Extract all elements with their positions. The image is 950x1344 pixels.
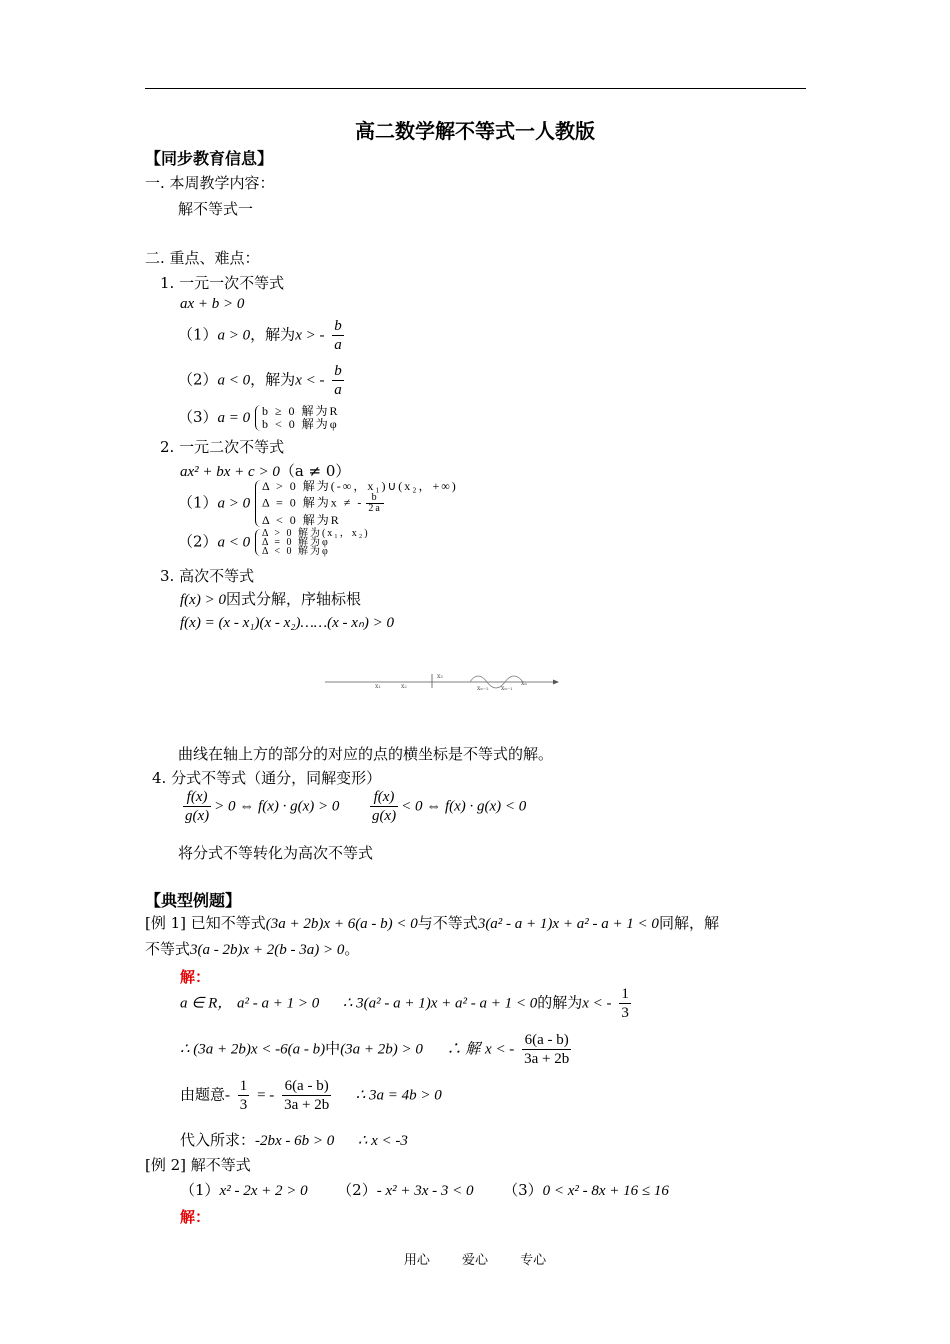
case-condition: a = 0	[217, 410, 251, 426]
brace-line	[262, 493, 458, 514]
denominator: 3	[621, 1005, 629, 1021]
example-1-statement-line2	[145, 938, 359, 959]
denominator: 2a	[368, 503, 382, 514]
math-expression: 3(a - 2b)x + 2(b - 3a) > 0	[190, 942, 345, 958]
case-condition: a < 0	[217, 372, 251, 389]
example-2-questions	[180, 1179, 669, 1200]
text: [例 1] 已知不等式	[145, 914, 266, 932]
numerator: 6(a - b)	[284, 1078, 329, 1094]
math-expression: ∴ 3(a² - a + 1)x + a² - a + 1 < 0	[342, 995, 538, 1012]
page-footer: 用心 爱心 专心	[403, 1253, 547, 1268]
brace-line: Δ > 0 解为(-∞，x₁)∪(x₂，+∞)	[261, 479, 458, 493]
math-expression: x < -	[582, 995, 612, 1012]
axis-label: xₙ₋₂	[477, 685, 489, 692]
case-text: ，解为	[250, 325, 296, 344]
question-expression: - x² + 3x - 3 < 0	[376, 1183, 474, 1199]
brace-group	[255, 529, 370, 556]
text: 不等式	[145, 940, 191, 958]
question-label: （1）	[180, 1181, 220, 1199]
case-label: （1）	[178, 325, 218, 344]
math-expression: = -	[257, 1087, 275, 1104]
axis-arrow	[553, 680, 559, 685]
math-expression: ∴ 3a = 4b > 0	[355, 1087, 442, 1104]
math-expression: (3a + 2b)x + 6(a - b) < 0	[265, 916, 418, 932]
fraction	[332, 362, 344, 399]
fraction	[238, 1077, 250, 1114]
fractional-rule: < 0 ⇔ f(x) · g(x) < 0	[401, 798, 527, 815]
brace-line: Δ = 0 解为φ	[261, 537, 330, 548]
higher-degree-conclusion: 曲线在轴上方的部分的对应的点的横坐标是不等式的解。	[178, 745, 554, 763]
numerator: f(x)	[186, 789, 208, 805]
heading-linear: 1. 一元一次不等式	[160, 274, 285, 292]
higher-degree-step	[180, 588, 361, 609]
axis-label: x₂	[401, 683, 407, 690]
text: 的解为	[537, 993, 583, 1012]
case-solution: x > -	[295, 327, 325, 344]
case-condition: a > 0	[217, 327, 251, 344]
text: 中	[325, 1039, 341, 1058]
math-expression: (3a + 2b) > 0	[340, 1041, 423, 1058]
brace-line: b ≥ 0 解为R	[261, 404, 340, 418]
linear-case-1	[178, 317, 347, 354]
brace-line: Δ > 0 解为(x₁，x₂)	[261, 528, 370, 539]
case-label: （2）	[178, 532, 218, 551]
solution-label-2: 解：	[180, 1208, 211, 1226]
denominator: 3	[239, 1097, 248, 1113]
heading-key-points: 二. 重点、难点：	[145, 249, 260, 267]
quadratic-condition: （a ≠ 0）	[279, 462, 351, 480]
example-2-heading: [例 2] 解不等式	[145, 1156, 251, 1174]
fraction	[366, 493, 383, 514]
case-text: ，解为	[250, 370, 296, 389]
math-expression: -2bx - 6b > 0	[255, 1133, 335, 1149]
math-expression: ∴ (3a + 2b)x < -6(a - b)	[180, 1041, 326, 1058]
axis-label: x₃	[437, 673, 443, 680]
case-label: （1）	[178, 493, 218, 512]
solution-step-3	[180, 1077, 442, 1114]
question-label: （2）	[337, 1181, 377, 1199]
linear-case-3	[178, 405, 340, 431]
axis-label: xₙ₋₁	[501, 685, 513, 692]
question-label: （3）	[503, 1181, 543, 1199]
axis-label: x₁	[375, 683, 381, 690]
case-label: （2）	[178, 370, 218, 389]
fractional-rules	[180, 788, 526, 825]
numerator: 1	[239, 1078, 248, 1094]
math-expression: ∴ 解	[446, 1041, 481, 1058]
case-condition: a > 0	[217, 495, 251, 512]
denominator: 3a + 2b	[524, 1051, 570, 1067]
math-expression: a ∈ R，	[180, 995, 233, 1012]
case-condition: a < 0	[217, 534, 251, 551]
brace-group	[255, 480, 458, 527]
fraction	[370, 788, 398, 825]
sign-chart-diagram	[325, 664, 560, 694]
denominator: g(x)	[371, 808, 397, 824]
denominator: a	[334, 337, 342, 353]
quadratic-case-2	[178, 529, 370, 556]
solution-label: 解：	[180, 968, 211, 986]
step-text: 因式分解，序轴标根	[225, 590, 361, 608]
brace-line: b < 0 解为φ	[261, 417, 339, 431]
fraction	[183, 788, 211, 825]
text: 。	[344, 940, 360, 958]
question-expression: 0 < x² - 8x + 16 ≤ 16	[542, 1183, 669, 1199]
math-expression: -	[225, 1087, 231, 1104]
denominator: a	[334, 382, 342, 398]
text: 与不等式	[417, 914, 478, 932]
solution-step-4	[180, 1129, 408, 1150]
fractional-rule: > 0 ⇔ f(x) · g(x) > 0	[214, 798, 340, 815]
numerator: 1	[621, 986, 629, 1002]
axis-label: xₙ	[521, 680, 527, 687]
denominator: 3a + 2b	[284, 1097, 330, 1113]
section-sync-info: 【同步教育信息】	[145, 149, 274, 168]
solution-step-2	[180, 1031, 574, 1068]
text: 由题意	[180, 1085, 226, 1104]
quadratic-form	[180, 460, 350, 481]
case-solution: x < -	[295, 372, 325, 389]
topic-text: 解不等式一	[178, 200, 254, 218]
numerator: f(x)	[373, 789, 395, 805]
fractional-conclusion: 将分式不等转化为高次不等式	[178, 844, 374, 862]
header-rule	[145, 88, 806, 89]
fraction	[619, 985, 631, 1022]
math-expression: ∴ x < -3	[357, 1133, 408, 1149]
linear-form: ax + b > 0	[180, 296, 245, 312]
factored-form: f(x) = (x - x₁)(x - x₂)……(x - xₙ) > 0	[180, 615, 395, 631]
heading-fractional: 4. 分式不等式（通分，同解变形）	[152, 769, 382, 787]
heading-higher-degree: 3. 高次不等式	[160, 567, 255, 585]
solution-step-1	[180, 985, 634, 1022]
heading-weekly-content: 一. 本周教学内容：	[145, 174, 275, 192]
quadratic-expression: ax² + bx + c > 0	[180, 464, 280, 480]
heading-quadratic: 2. 一元二次不等式	[160, 438, 285, 456]
linear-case-2	[178, 362, 347, 399]
denominator: g(x)	[185, 808, 210, 824]
numerator: b	[334, 318, 342, 334]
section-examples: 【典型例题】	[145, 891, 242, 910]
fraction	[332, 317, 344, 354]
case-label: （3）	[178, 408, 218, 426]
brace-line: Δ < 0 解为R	[261, 513, 341, 527]
example-1-statement-line1	[145, 912, 719, 933]
brace-group	[255, 405, 340, 431]
page-title: 高二数学解不等式一人教版	[355, 119, 595, 143]
quadratic-case-1	[178, 480, 458, 527]
brace-line: Δ < 0 解为φ	[261, 546, 330, 557]
fraction	[522, 1031, 571, 1068]
fraction	[282, 1077, 331, 1114]
math-expression: a² - a + 1 > 0	[237, 995, 320, 1012]
text: 同解，解	[658, 914, 719, 932]
numerator: 6(a - b)	[524, 1032, 569, 1048]
math-expression: f(x) > 0	[180, 592, 226, 608]
brace-line-text: Δ = 0 解为x ≠ -	[261, 495, 364, 510]
numerator: b	[334, 363, 342, 379]
math-expression: x < -	[485, 1041, 515, 1058]
question-expression: x² - 2x + 2 > 0	[219, 1183, 308, 1199]
text: 代入所求：	[180, 1131, 256, 1149]
numerator: b	[371, 492, 379, 503]
math-expression: 3(a² - a + 1)x + a² - a + 1 < 0	[477, 916, 659, 932]
